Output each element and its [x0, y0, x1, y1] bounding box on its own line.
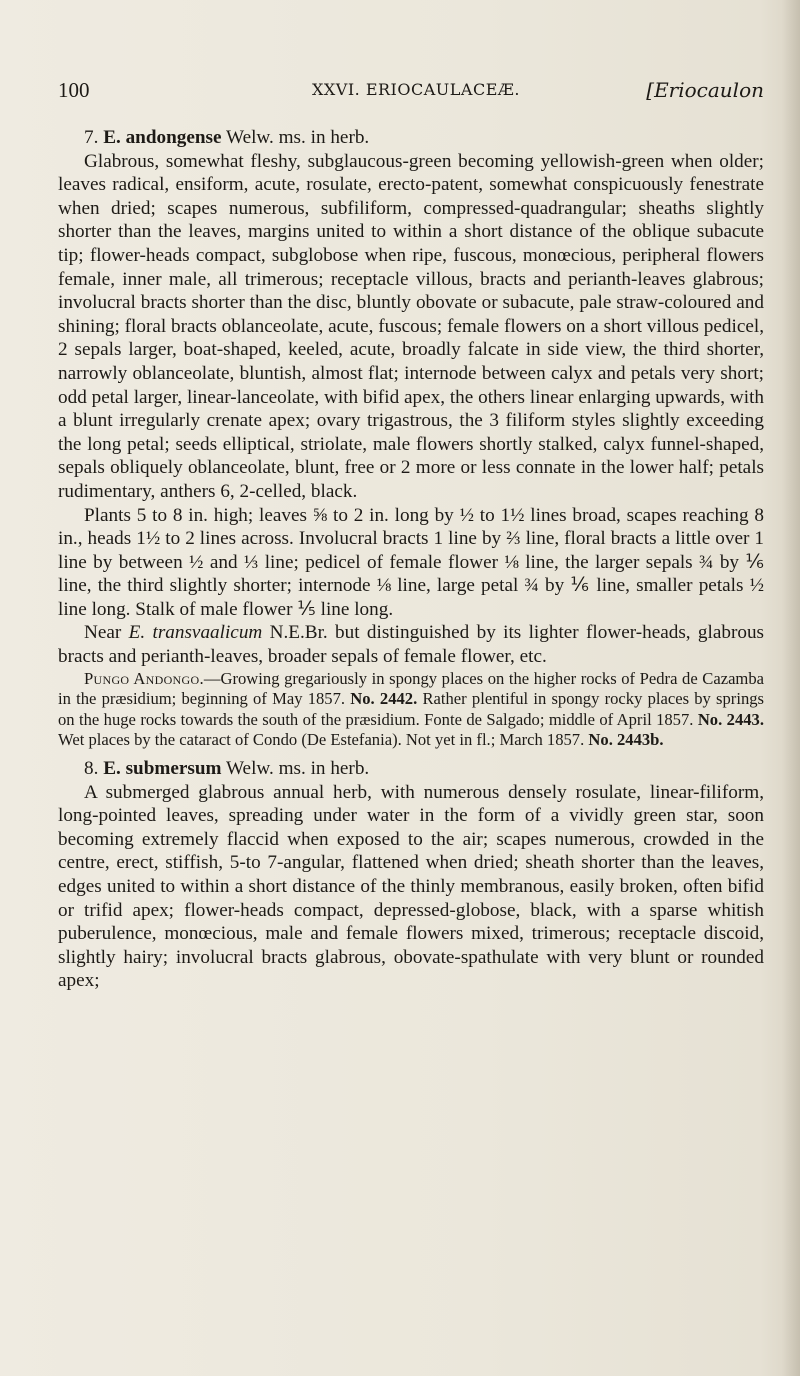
locality-name: Pungo Andongo.: [84, 668, 204, 688]
specimen-number: No. 2442.: [350, 689, 418, 709]
species-7-comparison: Near E. transvaalicum N.E.Br. but distinguished by its lighter flower-heads, glabrous bracts and perianth-leaves, broader sepals of female flower, etc.: [58, 622, 765, 668]
species-7-name: E. andongense: [103, 127, 222, 148]
page-number: 100: [58, 78, 90, 102]
running-header: [58, 78, 764, 108]
specimen-number: No. 2443b.: [588, 730, 664, 750]
compared-species: E. transvaalicum: [128, 622, 263, 644]
species-8-name: E. submersum: [103, 758, 222, 780]
species-8-heading: 8. E. submersum Welw. ms. in herb.: [84, 758, 370, 780]
species-7-description: Glabrous, somewhat fleshy, subglaucous-green becoming yellowish-green when older; leaves radical, ensiform, acute, rosulate, erecto-patent, somewhat conspicuously fenestrate when dried; scapes numerous, subfiliform, compressed-quadrangular; sheaths slightly shorter than the leaves, margins united to within a short distance of the oblique subacute tip; flower-heads compact, subglobose when ripe, fuscous, monœcious, peripheral flowers female, inner male, all trimerous; receptacle villous, bracts and perianth-leaves glabrous; involucral bracts shorter than the disc, bluntly obovate or subacute, pale straw-coloured and shining; floral bracts oblanceolate, acute, fuscous; female flowers on a short villous pedicel, 2 sepals larger, boat-shaped, keeled, acute, broadly falcate in side view, the third shorter, narrowly oblanceolate, bluntish, almost flat; internode between calyx and petals very short; odd petal larger, linear-lanceolate, with bifid apex, the others linear enlarging upwards, with a blunt irregularly crenate apex; ovary trigastrous, the 3 filiform styles slightly exceeding the long petal; seeds elliptical, striolate, male flowers shortly stalked, calyx funnel-shaped, sepals obliquely oblanceolate, blunt, free or 2 more or less connate in the lower half; petals rudimentary, anthers 6, 2-celled, black.: [58, 150, 764, 502]
body-text: [58, 126, 764, 993]
species-8-authority: Welw. ms. in herb.: [225, 758, 370, 780]
species-7-measurements: Plants 5 to 8 in. high; leaves ⅝ to 2 in. long by ½ to 1½ lines broad, scapes reaching 8 in., heads 1½ to 2 lines across. Involucral bracts 1 line by ⅔ line, floral bracts a little over 1 line by between ½ and ⅓ line; pedicel of female flower ⅛ line, the larger sepals ¾ by ⅙ line, the third slightly shorter; internode ⅛ line, large petal ¾ by ⅙ line, smaller petals ½ line long. Stalk of male flower ⅕ line long.: [58, 504, 764, 620]
genus-title: [Eriocaulon: [646, 78, 764, 102]
specimen-number: No. 2443.: [697, 709, 764, 729]
page-edge-shadow: [782, 0, 800, 1376]
species-8-description: A submerged glabrous annual herb, with numerous densely rosulate, linear-filiform, long-pointed leaves, spreading under water in the form of a vividly green star, soon becoming extremely flaccid when exposed to the air; scapes numerous, crowded in the centre, erect, stiffish, 5-to 7-angular, flattened when dried; sheath shorter than the leaves, edges united to within a short distance of the thinly membranous, easily broken, often bifid or trifid apex; flower-heads compact, depressed-globose, black, with a sparse whitish puberulence, monœcious, male and female flowers mixed, trimerous; receptacle discoid, slightly hairy; involucral bracts glabrous, obovate-spathulate with very blunt or rounded apex;: [58, 781, 764, 992]
species-7-authority: Welw. ms. in herb.: [226, 127, 370, 148]
chapter-title: XXVI. ERIOCAULACEÆ.: [312, 80, 520, 99]
species-7-heading: 7. E. andongense Welw. ms. in herb.: [84, 127, 370, 148]
species-7-localities: Pungo Andongo.—Growing gregariously in spongy places on the higher rocks of Pedra de Cazamba in the præsidium; beginning of May 1857. No. 2442. Rather plentiful in spongy rocky places by springs on the huge rocks towards the south of the præsidium. Fonte de Salgado; middle of April 1857. No. 2443. Wet places by the cataract of Condo (De Estefania). Not yet in fl.; March 1857. No. 2443b.: [58, 668, 765, 750]
